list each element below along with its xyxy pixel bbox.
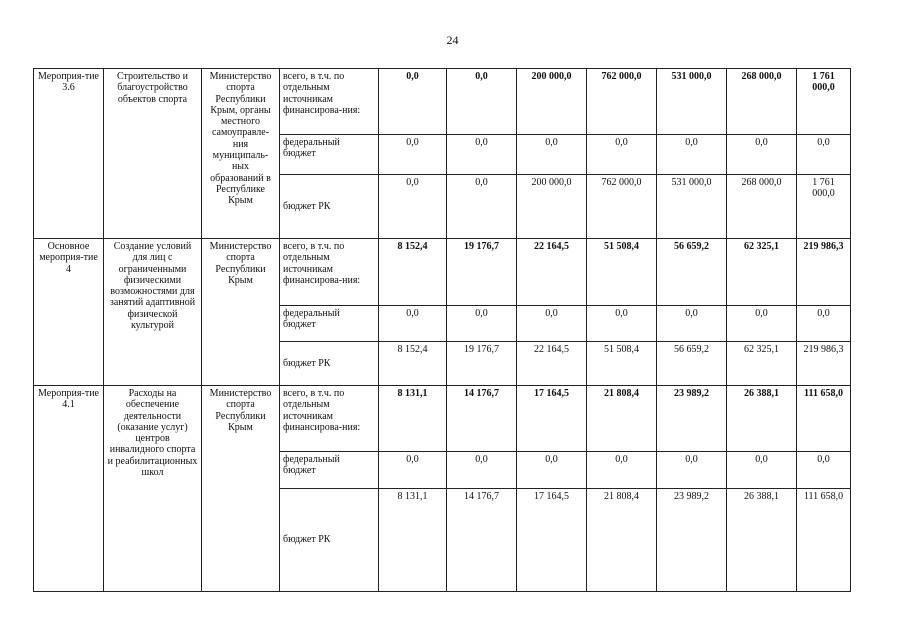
- value-cell: 22 164,5: [517, 239, 587, 306]
- value-cell: 0,0: [447, 175, 517, 239]
- funding-source: федеральный бюджет: [280, 306, 379, 342]
- measure-code: Мероприя-тие 3.6: [34, 69, 104, 239]
- value-cell: 0,0: [727, 135, 797, 175]
- value-cell: 8 152,4: [379, 342, 447, 386]
- value-cell: 0,0: [587, 135, 657, 175]
- value-cell: 21 808,4: [587, 386, 657, 452]
- value-cell: 0,0: [379, 175, 447, 239]
- value-cell: 531 000,0: [657, 69, 727, 135]
- value-cell: 0,0: [797, 306, 851, 342]
- value-cell: 111 658,0: [797, 386, 851, 452]
- funding-source: бюджет РК: [280, 175, 379, 239]
- value-cell: 268 000,0: [727, 69, 797, 135]
- value-cell: 268 000,0: [727, 175, 797, 239]
- value-cell: 62 325,1: [727, 342, 797, 386]
- value-cell: 200 000,0: [517, 175, 587, 239]
- value-cell: 0,0: [797, 135, 851, 175]
- value-cell: 0,0: [657, 306, 727, 342]
- value-cell: 21 808,4: [587, 489, 657, 592]
- value-cell: 531 000,0: [657, 175, 727, 239]
- value-cell: 0,0: [517, 306, 587, 342]
- measure-name: Строительство и благоустройство объектов спорта: [104, 69, 202, 239]
- value-cell: 0,0: [379, 306, 447, 342]
- value-cell: 14 176,7: [447, 489, 517, 592]
- value-cell: 23 989,2: [657, 386, 727, 452]
- table-row: [34, 69, 851, 135]
- page-number: 24: [446, 33, 459, 47]
- measure-code: Мероприя-тие 4.1: [34, 386, 104, 592]
- value-cell: 22 164,5: [517, 342, 587, 386]
- funding-source: бюджет РК: [280, 489, 379, 592]
- funding-source: всего, в т.ч. по отдельным источникам финансирова-ния:: [280, 69, 379, 135]
- value-cell: 8 131,1: [379, 489, 447, 592]
- value-cell: 1 761 000,0: [797, 175, 851, 239]
- value-cell: 200 000,0: [517, 69, 587, 135]
- value-cell: 0,0: [447, 135, 517, 175]
- funding-source: федеральный бюджет: [280, 135, 379, 175]
- value-cell: 0,0: [727, 452, 797, 489]
- value-cell: 26 388,1: [727, 386, 797, 452]
- financing-table: [33, 68, 851, 592]
- funding-source: федеральный бюджет: [280, 452, 379, 489]
- value-cell: 0,0: [447, 306, 517, 342]
- value-cell: 8 131,1: [379, 386, 447, 452]
- value-cell: 0,0: [797, 452, 851, 489]
- value-cell: 0,0: [587, 452, 657, 489]
- value-cell: 0,0: [379, 135, 447, 175]
- value-cell: 0,0: [657, 452, 727, 489]
- value-cell: 26 388,1: [727, 489, 797, 592]
- value-cell: 111 658,0: [797, 489, 851, 592]
- value-cell: 56 659,2: [657, 342, 727, 386]
- funding-source: всего, в т.ч. по отдельным источникам финансирова-ния:: [280, 239, 379, 306]
- value-cell: 219 986,3: [797, 342, 851, 386]
- table-row: [34, 386, 851, 452]
- measure-executor: Министерство спорта Республики Крым: [202, 239, 280, 386]
- value-cell: 0,0: [517, 135, 587, 175]
- value-cell: 51 508,4: [587, 239, 657, 306]
- value-cell: 0,0: [447, 69, 517, 135]
- value-cell: 17 164,5: [517, 386, 587, 452]
- value-cell: 762 000,0: [587, 175, 657, 239]
- value-cell: 0,0: [379, 69, 447, 135]
- value-cell: 0,0: [517, 452, 587, 489]
- value-cell: 0,0: [447, 452, 517, 489]
- funding-source: бюджет РК: [280, 342, 379, 386]
- value-cell: 0,0: [587, 306, 657, 342]
- table-row: [34, 239, 851, 306]
- value-cell: 17 164,5: [517, 489, 587, 592]
- measure-code: Основное мероприя-тие 4: [34, 239, 104, 386]
- value-cell: 0,0: [657, 135, 727, 175]
- value-cell: 56 659,2: [657, 239, 727, 306]
- value-cell: 19 176,7: [447, 342, 517, 386]
- value-cell: 219 986,3: [797, 239, 851, 306]
- value-cell: 762 000,0: [587, 69, 657, 135]
- funding-source: всего, в т.ч. по отдельным источникам финансирова-ния:: [280, 386, 379, 452]
- value-cell: 8 152,4: [379, 239, 447, 306]
- value-cell: 19 176,7: [447, 239, 517, 306]
- value-cell: 0,0: [379, 452, 447, 489]
- measure-name: Создание условий для лиц с ограниченными физическими возможностями для занятий адаптивной физической культурой: [104, 239, 202, 386]
- measure-name: Расходы на обеспечение деятельности (оказание услуг) центров инвалидного спорта и реабилитационных школ: [104, 386, 202, 592]
- value-cell: 51 508,4: [587, 342, 657, 386]
- value-cell: 62 325,1: [727, 239, 797, 306]
- value-cell: 0,0: [727, 306, 797, 342]
- measure-executor: Министерство спорта Республики Крым, органы местного самоуправле-ния муниципаль-ных образований в Республике Крым: [202, 69, 280, 239]
- value-cell: 23 989,2: [657, 489, 727, 592]
- measure-executor: Министерство спорта Республики Крым: [202, 386, 280, 592]
- value-cell: 14 176,7: [447, 386, 517, 452]
- value-cell: 1 761 000,0: [797, 69, 851, 135]
